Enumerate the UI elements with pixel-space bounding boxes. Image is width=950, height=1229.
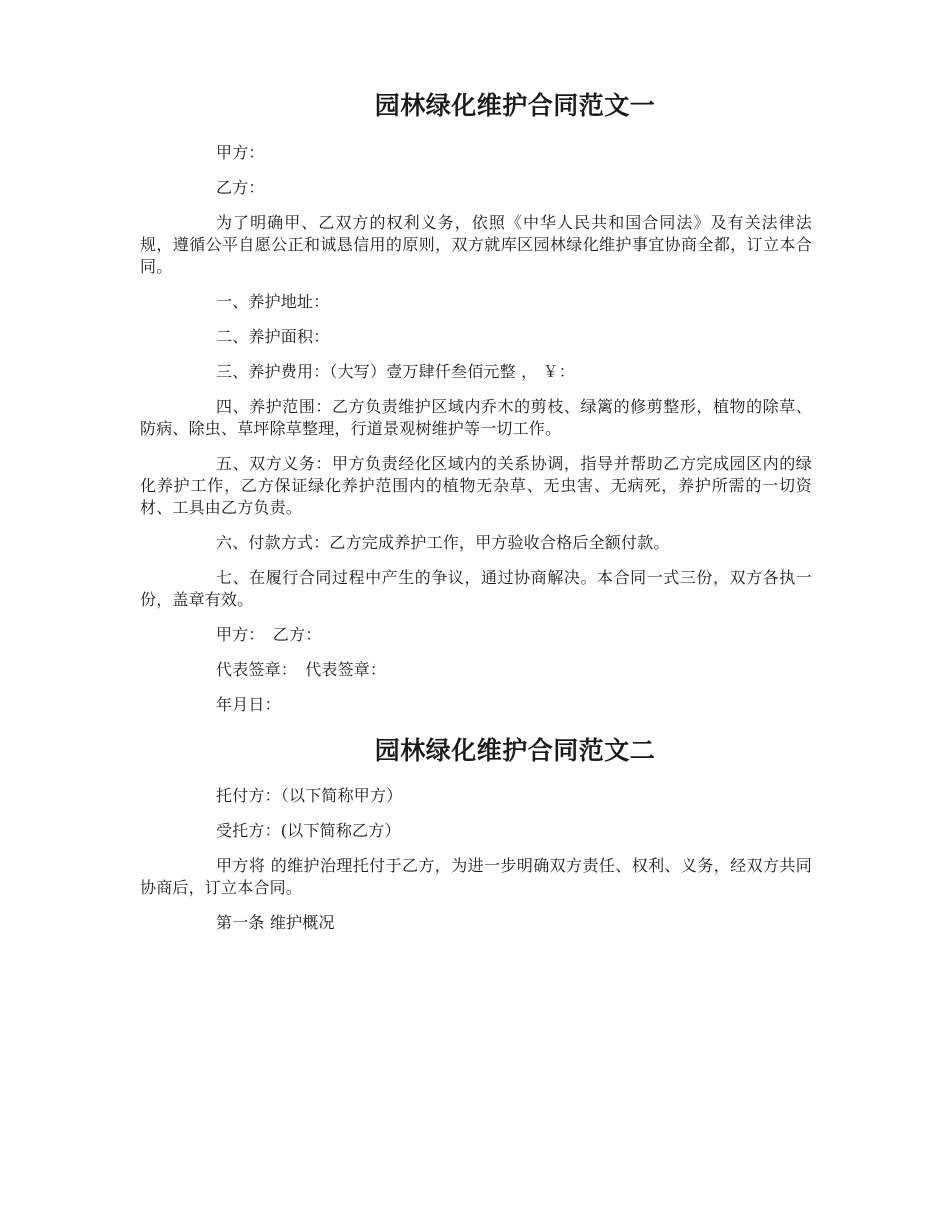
entrusted-party-line: 受托方：(以下简称乙方） — [216, 821, 401, 840]
party-b-line: 乙方： — [216, 178, 265, 197]
signature-date: 年月日： — [216, 695, 281, 714]
entrustment-paragraph: 甲方将 的维护治理托付于乙方，为进一步明确双方责任、权利、义务，经双方共同协商后，订立本合同。 — [140, 856, 812, 897]
contract-one-title: 园林绿化维护合同范文一 — [374, 91, 656, 120]
signature-parties: 甲方： 乙方： — [216, 625, 322, 644]
clause-area: 二、养护面积： — [216, 327, 330, 346]
clause-obligations: 五、双方义务：甲方负责经化区域内的关系协调，指导并帮助乙方完成园区内的绿化养护工作，乙方保证绿化养护范围内的植物无杂草、无虫害、无病死，养护所需的一切资材、工具由乙方负责。 — [140, 454, 812, 517]
contract-two-title: 园林绿化维护合同范文二 — [374, 736, 656, 765]
party-a-line: 甲方： — [216, 143, 265, 162]
clause-fee: 三、养护费用：（大写）壹万肆仟叁佰元整 ， ￥： — [216, 362, 575, 381]
clause-payment: 六、付款方式：乙方完成养护工作，甲方验收合格后全额付款。 — [216, 533, 670, 552]
document-content — [140, 84, 812, 947]
clause-disputes: 七、在履行合同过程中产生的争议，通过协商解决。本合同一式三份，双方各执一份，盖章有效。 — [140, 568, 812, 609]
clause-scope: 四、养护范围：乙方负责维护区域内乔木的剪枝、绿篱的修剪整形，植物的除草、防病、除虫、草坪除草整理，行道景观树维护等一切工作。 — [140, 397, 812, 438]
article-one-heading: 第一条 维护概况 — [216, 913, 335, 932]
signature-representatives: 代表签章： 代表签章： — [216, 660, 387, 679]
clause-address: 一、养护地址： — [216, 292, 330, 311]
entrusting-party-line: 托付方：（以下简称甲方） — [216, 786, 403, 805]
preamble-paragraph: 为了明确甲、乙双方的权利义务，依照《中华人民共和国合同法》及有关法律法规，遵循公平自愿公正和诚恳信用的原则，双方就库区园林绿化维护事宜协商全都，订立本合同。 — [140, 213, 812, 276]
